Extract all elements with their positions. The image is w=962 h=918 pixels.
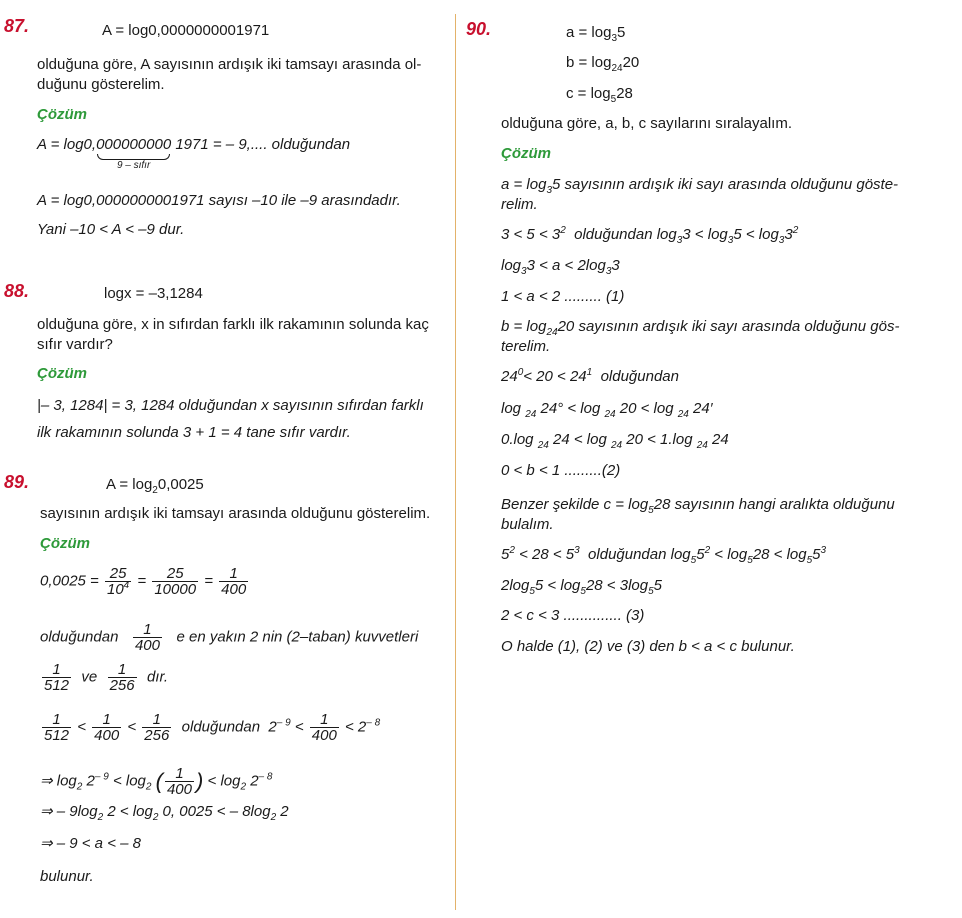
problem-89-bulunur: bulunur. xyxy=(40,868,94,885)
problem-90-conclusion: O halde (1), (2) ve (3) den b < a < c bulunur. xyxy=(501,638,795,655)
problem-90-step-3: $\log_33 < a < 2\log_33$ xyxy=(501,257,620,277)
problem-90-step-5b: terelim. xyxy=(501,338,551,355)
fraction: $\frac{1}{400}$ xyxy=(311,711,337,744)
problem-90-step-6: $24^0< 20 < 24^1$ olduğundan xyxy=(501,367,679,385)
problem-88-line-1: |– 3, 1284| = 3, 1284 olduğundan x sayısının sıfırdan farklı xyxy=(37,397,424,414)
problem-89-title: $A = \log_20,0025$ xyxy=(106,476,204,496)
problem-87-line-1: A = log0, 000000000 9 – sıfır 1971 = – 9,.... olduğundan xyxy=(37,136,351,171)
problem-89-cozum: Çözüm xyxy=(40,535,90,552)
problem-89-statement: sayısının ardışık iki tamsayı arasında olduğunu gösterelim. xyxy=(40,505,431,522)
problem-number-88: 88. xyxy=(4,281,30,301)
problem-90-step-4: 1 < a < 2 ......... (1) xyxy=(501,288,625,305)
problem-90-step-1a: $a = \log_35$ sayısının ardışık iki sayı arasında olduğunu göste- xyxy=(501,176,899,196)
problem-90-step-2: $3 < 5 < 3^2$ olduğundan $\log_33 < \log_35 < \log_33^2$ xyxy=(501,225,799,246)
fraction: $\frac{1}{400}$ xyxy=(166,765,192,798)
problem-90-step-7: log $_{24}$ 24° < log $_{24}$ 20 < log $_{24}$ 24′ xyxy=(501,400,713,420)
problem-90-statement: olduğuna göre, a, b, c sayılarını sıralayalım. xyxy=(501,115,792,132)
fraction: $\frac{1}{512}$ xyxy=(44,711,70,744)
problem-88-cozum: Çözüm xyxy=(37,365,87,382)
problem-88-line-2: ilk rakamının solunda 3 + 1 = 4 tane sıfır vardır. xyxy=(37,424,351,441)
problem-87-line-2: A = log0,0000000001971 sayısı –10 ile –9 arasındadır. xyxy=(37,192,401,209)
fraction: $\frac{25}{10^4}$ xyxy=(106,565,130,598)
fraction: $\frac{1}{512}$ xyxy=(44,661,70,694)
column-divider xyxy=(455,14,456,910)
problem-90-step-11: $5^2 < 28 < 5^3$ olduğundan $\log_55^2 < \log_528 < \log_55^3$ xyxy=(501,545,827,566)
problem-89-eq-7: ⇒ – 9 < a < – 8 xyxy=(40,835,141,852)
fraction: $\frac{1}{256}$ xyxy=(144,711,170,744)
underbrace: 000000000 9 – sıfır xyxy=(96,136,172,171)
problem-90-step-9: 0 < b < 1 .........(2) xyxy=(501,462,621,479)
problem-number-89: 89. xyxy=(4,472,30,492)
problem-90-b: $b = \log_{24}20$ xyxy=(566,54,640,74)
problem-90-step-12: $2\log_55 < \log_528 < 3\log_55$ xyxy=(501,577,662,597)
fraction: $\frac{1}{256}$ xyxy=(109,661,135,694)
problem-90-step-8: 0.log $_{24}$ 24 < log $_{24}$ 20 < 1.log $_{24}$ 24 xyxy=(501,431,729,451)
problem-87-cozum: Çözüm xyxy=(37,106,87,123)
problem-88-statement-1: olduğuna göre, x in sıfırdan farklı ilk rakamının solunda kaç xyxy=(37,316,429,333)
problem-89-eq-1: 0,0025 = $\frac{25}{10^4}$ = $\frac{25}{10000}$ = $\frac{1}{400}$ xyxy=(40,565,247,598)
problem-89-eq-2: olduğundan $\frac{1}{400}$ e en yakın 2 nin (2–taban) kuvvetleri xyxy=(40,621,419,654)
problem-87-line-3: Yani –10 < A < –9 dur. xyxy=(37,221,185,238)
problem-90-step-10b: bulalım. xyxy=(501,516,554,533)
problem-90-cozum: Çözüm xyxy=(501,145,551,162)
problem-90-step-5a: $b = \log_{24}20$ sayısının ardışık iki sayı arasında olduğunu gös- xyxy=(501,318,900,338)
problem-87-statement-2: duğunu gösterelim. xyxy=(37,76,165,93)
fraction: $\frac{1}{400}$ xyxy=(134,621,160,654)
fraction: $\frac{1}{400}$ xyxy=(94,711,120,744)
problem-90-step-13: 2 < c < 3 .............. (3) xyxy=(501,607,645,624)
problem-90-step-1b: relim. xyxy=(501,196,538,213)
problem-90-step-10a: Benzer şekilde $c = \log_528$ sayısının hangi aralıkta olduğunu xyxy=(501,496,895,516)
problem-88-statement-2: sıfır vardır? xyxy=(37,336,113,353)
problem-89-eq-3: $\frac{1}{512}$ ve $\frac{1}{256}$ dır. xyxy=(44,661,169,694)
problem-89-eq-4: $\frac{1}{512}$ < $\frac{1}{400}$ < $\frac{1}{256}$ olduğundan $2^{- 9}$ < $\frac{1}{400}$ < $2^{- 8}$ xyxy=(44,711,381,744)
problem-87-title: A = log0,0000000001971 xyxy=(102,22,270,39)
problem-90-a: $a = \log_35$ xyxy=(566,24,626,44)
fraction: $\frac{25}{10000}$ xyxy=(154,565,197,598)
fraction: $\frac{1}{400}$ xyxy=(221,565,247,598)
problem-88-title: logx = –3,1284 xyxy=(104,285,203,302)
problem-87-statement-1: olduğuna göre, A sayısının ardışık iki tamsayı arasında ol- xyxy=(37,56,422,73)
problem-89-eq-6: ⇒ – $9\log_2$ $2 < \log_2 0$, 0025 < – $8\log_2$ 2 xyxy=(40,803,289,823)
problem-90-c: $c = \log_528$ xyxy=(566,85,633,105)
problem-number-87: 87. xyxy=(4,16,30,36)
problem-89-eq-5: ⇒ $\log_2 2^{- 9} < \log_2$ ( $\frac{1}{400}$ ) < $\log_2 2^{- 8}$ xyxy=(40,765,273,798)
problem-number-90: 90. xyxy=(466,19,492,39)
